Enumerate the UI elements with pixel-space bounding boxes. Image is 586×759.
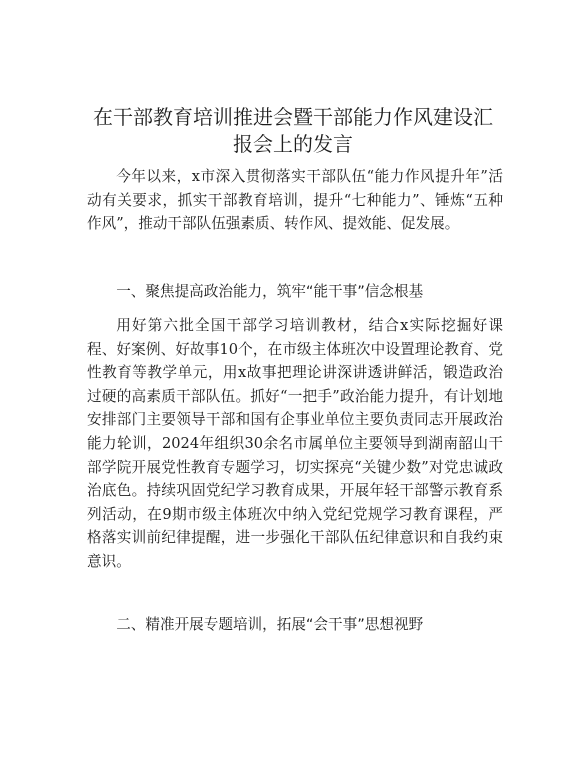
title-line-1: 在干部教育培训推进会暨干部能力作风建设汇 bbox=[93, 105, 493, 129]
section-1-paragraph: 用好第六批全国干部学习培训教材，结合x实际挖掘好课程、好案例、好故事10个，在市级主体班次中设置理论教育、党性教育等教学单元，用x故事把理论讲深讲透讲鲜活，锻造政治过硬的高素质干部队伍。抓好“一把手”政治能力提升，有计划地安排部门主要领导干部和国有企事业单位主要负责同志开展政治能力轮训，2024年组织30余名市属单位主要领导到湖南韶山干部学院开展党性教育专题学习，切实探亮“关键少数”对党忠诚政治底色。持续巩固党纪学习教育成果，开展年轻干部警示教育系列活动，在9期市级主体班次中纳入党纪党规学习教育课程，严格落实训前纪律提醒，进一步强化干部队伍纪律意识和自我约束意识。 bbox=[87, 317, 503, 570]
title-line-2: 报会上的发言 bbox=[233, 132, 353, 156]
section-1-heading: 一、聚焦提高政治能力，筑牢“能干事”信念根基 bbox=[116, 283, 424, 300]
section-2-heading: 二、精准开展专题培训，拓展“会干事”思想视野 bbox=[116, 616, 424, 633]
document-title bbox=[60, 104, 526, 158]
intro-paragraph: 今年以来，x市深入贯彻落实干部队伍“能力作风提升年”活动有关要求，抓实干部教育培训，提升“七种能力”、锤炼“五种作风”，推动干部队伍强素质、转作风、提效能、促发展。 bbox=[87, 168, 503, 233]
